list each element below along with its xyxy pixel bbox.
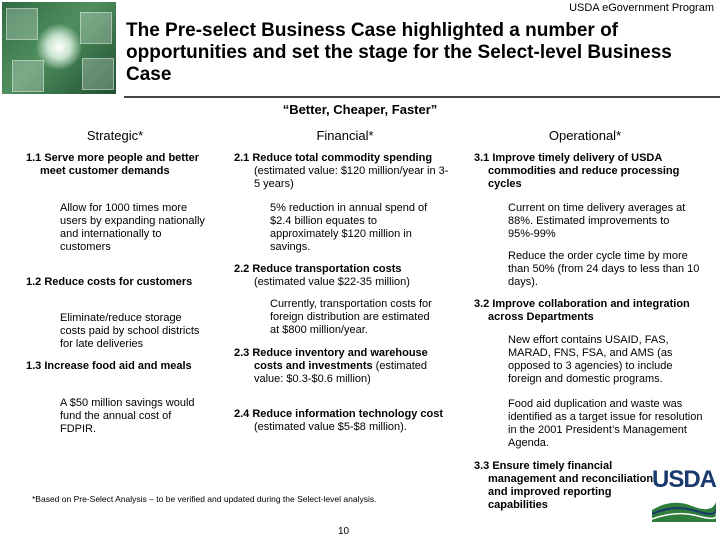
operational-item-1-detail-b: Reduce the order cycle time by more than 50% (from 24 days to less than 10 days). [508,250,700,288]
page-number: 10 [338,526,350,537]
financial-item-3-heading: 2.3 Reduce inventory and warehouse costs and investments (estimated value: $0.3-$0.6 million) [234,347,428,385]
slide-title: The Pre-select Business Case highlighted a number of opportunities and set the stage for the Select-level Business Case [126,20,672,85]
financial-item-4-heading: 2.4 Reduce information technology cost (estimated value $5-$8 million). [234,408,444,433]
operational-item-2-detail-b: Food aid duplication and waste was identified as a target issue for resolution in the 2001 President’s Management Agenda. [508,398,703,449]
footnote: *Based on Pre-Select Analysis – to be verified and updated during the Select-level analysis. [32,494,377,504]
financial-item-1-detail: 5% reduction in annual spend of $2.4 billion equates to approximately $120 million in savings. [270,202,428,253]
operational-item-2-heading: 3.2 Improve collaboration and integration across Departments [474,298,690,323]
slide-subtitle: “Better, Cheaper, Faster” [282,102,438,117]
financial-item-2-heading: 2.2 Reduce transportation costs (estimated value $22-35 million) [234,263,410,288]
strategic-heading: Strategic* [86,128,144,143]
usda-hill-icon [652,496,716,522]
financial-item-2-detail: Currently, transportation costs for foreign distribution are estimated at $800 million/year. [270,298,432,336]
program-logo-image [2,2,116,94]
title-divider [124,96,720,98]
operational-item-3-heading: 3.3 Ensure timely financial management and reconciliation and improved reporting capabilities [474,460,654,511]
usda-wordmark: USDA [652,466,717,493]
strategic-item-1-detail: Allow for 1000 times more users by expanding nationally and internationally to customers [60,202,205,253]
operational-item-1-detail-a: Current on time delivery averages at 88%. Estimated improvements to 95%-99% [508,202,686,240]
strategic-item-3-detail: A $50 million savings would fund the annual cost of FDPIR. [60,397,195,435]
strategic-item-1-heading: 1.1 Serve more people and better meet customer demands [26,152,200,177]
financial-heading: Financial* [316,128,374,143]
program-label: USDA eGovernment Program [569,2,714,14]
operational-item-2-detail-a: New effort contains USAID, FAS, MARAD, FNS, FSA, and AMS (as opposed to 3 agencies) to include foreign and domestic programs. [508,334,673,385]
financial-item-1-heading: 2.1 Reduce total commodity spending (estimated value: $120 million/year in 3-5 years) [234,152,449,190]
operational-heading: Operational* [548,128,622,143]
strategic-item-2-heading: 1.2 Reduce costs for customers [26,276,193,288]
operational-item-1-heading: 3.1 Improve timely delivery of USDA commodities and reduce processing cycles [474,152,680,190]
usda-logo-image [652,466,716,522]
strategic-item-3-heading: 1.3 Increase food aid and meals [26,360,192,372]
strategic-item-2-detail: Eliminate/reduce storage costs paid by school districts for late deliveries [60,312,200,350]
